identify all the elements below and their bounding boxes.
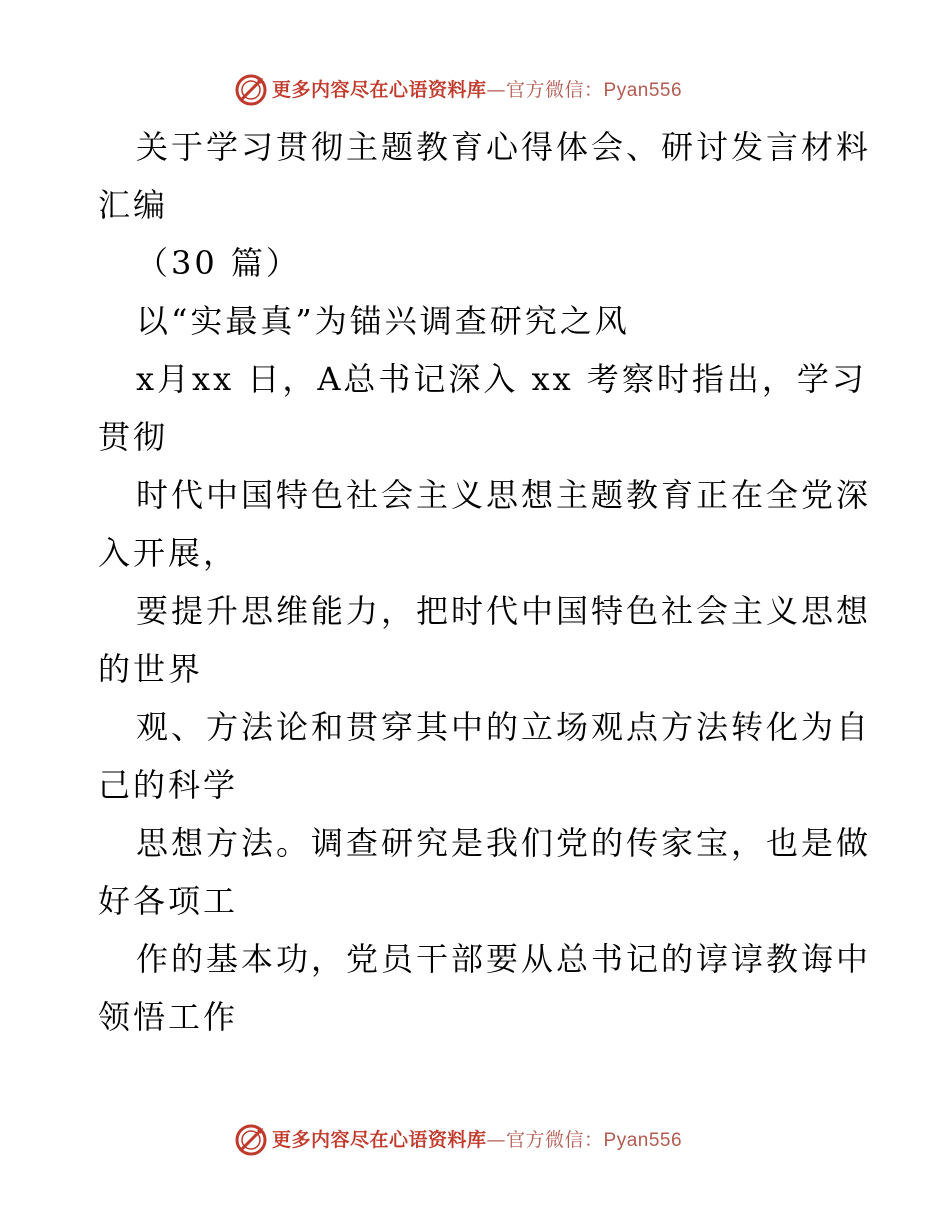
paragraph-line: 贯彻: [98, 418, 169, 456]
section-heading: 以“实最真”为锚兴调查研究之风: [136, 302, 630, 340]
paragraph-line: 己的科学: [98, 766, 239, 804]
watermark-brand: 更多内容尽在心语资料库: [272, 79, 487, 101]
paragraph-line: 作的基本功，党员干部要从总书记的谆谆教诲中: [136, 940, 872, 978]
paragraph-line: 的世界: [98, 650, 204, 688]
paragraph-line: 思想方法。调查研究是我们党的传家宝，也是做: [136, 824, 872, 862]
document-title-line-1: 关于学习贯彻主题教育心得体会、研讨发言材料: [136, 128, 872, 166]
document-count: （30 篇）: [136, 244, 301, 282]
watermark-text: [272, 1127, 682, 1154]
paragraph-line: x月xx 日，A总书记深入 xx 考察时指出，学习: [136, 360, 867, 398]
paragraph-line: 领悟工作: [98, 998, 239, 1036]
paragraph-line: 要提升思维能力，把时代中国特色社会主义思想: [136, 592, 872, 630]
watermark-separator: —: [486, 79, 507, 101]
paragraph-line: 好各项工: [98, 882, 239, 920]
seal-logo-icon: [233, 72, 269, 108]
watermark-wechat: 官方微信：Pyan556: [506, 80, 683, 101]
watermark-text: [272, 77, 682, 104]
paragraph-line: 时代中国特色社会主义思想主题教育正在全党深: [136, 476, 872, 514]
document-body: [98, 118, 872, 1046]
watermark-brand: 更多内容尽在心语资料库: [272, 1129, 487, 1151]
watermark-separator: —: [486, 1129, 507, 1151]
seal-logo-icon: [233, 1122, 269, 1158]
watermark-wechat: 官方微信：Pyan556: [506, 1130, 683, 1151]
paragraph-line: 入开展，: [98, 534, 239, 572]
header-watermark: [0, 70, 950, 110]
footer-watermark: [0, 1120, 950, 1160]
paragraph-line: 观、方法论和贯穿其中的立场观点方法转化为自: [136, 708, 872, 746]
document-title-line-2: 汇编: [98, 186, 169, 224]
